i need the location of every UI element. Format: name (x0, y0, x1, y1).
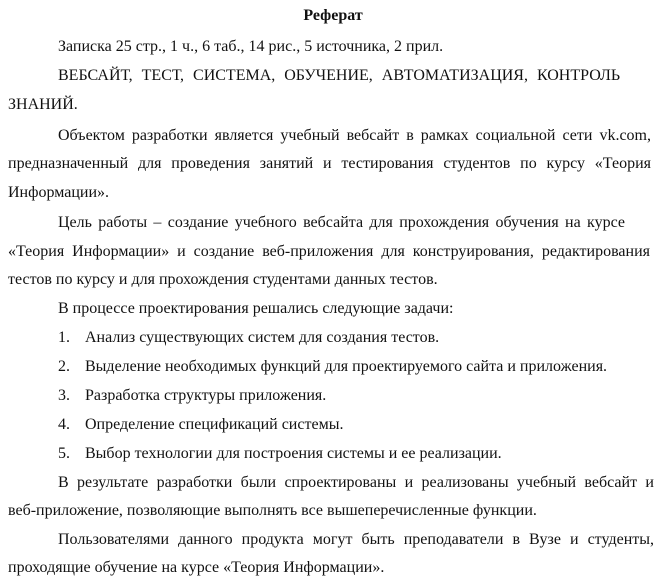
users-line-2: проходящие обучение на курсе «Теория Информации». (8, 559, 385, 576)
page-title: Реферат (303, 7, 363, 24)
list-item-number: 1. (58, 329, 70, 346)
users-line-1: Пользователями данного продукта могут быть преподаватели в Вузе и студенты, (58, 531, 654, 548)
list-item-number: 5. (58, 445, 70, 462)
goal-line-2: «Теория Информации» и создание веб-приложения для конструирования, редактирования (8, 243, 650, 260)
object-line-1: Объектом разработки является учебный вебсайт в рамках социальной сети vk.com, (58, 127, 651, 144)
list-item-number: 4. (58, 416, 70, 433)
object-line-2: предназначенный для проведения занятий и тестирования студентов по курсу «Теория (8, 155, 651, 172)
list-item-number: 3. (58, 387, 70, 404)
keywords-line-2: ЗНАНИЙ. (8, 96, 78, 113)
list-item-text: Определение спецификаций системы. (85, 416, 344, 433)
list-item-text: Выделение необходимых функций для проектируемого сайта и приложения. (85, 358, 608, 375)
summary-line: Записка 25 стр., 1 ч., 6 таб., 14 рис., 5 источника, 2 прил. (58, 38, 444, 55)
keywords-line-1: ВЕБСАЙТ, ТЕСТ, СИСТЕМА, ОБУЧЕНИЕ, АВТОМАТИЗАЦИЯ, КОНТРОЛЬ (58, 67, 620, 84)
goal-line-3: тестов по курсу и для прохождения студентами данных тестов. (8, 271, 438, 288)
result-line-2: веб-приложение, позволяющие выполнять все вышеперечисленные функции. (8, 502, 537, 519)
goal-line-1: Цель работы – создание учебного вебсайта для прохождения обучения на курсе (58, 214, 625, 231)
list-item-text: Выбор технологии для построения системы и ее реализации. (85, 445, 502, 462)
list-item-text: Анализ существующих систем для создания тестов. (85, 329, 440, 346)
object-line-3: Информации». (8, 184, 110, 201)
list-item-number: 2. (58, 358, 70, 375)
tasks-intro: В процессе проектирования решались следующие задачи: (58, 300, 454, 317)
list-item-text: Разработка структуры приложения. (85, 387, 327, 404)
result-line-1: В результате разработки были спроектированы и реализованы учебный вебсайт и (58, 474, 654, 491)
